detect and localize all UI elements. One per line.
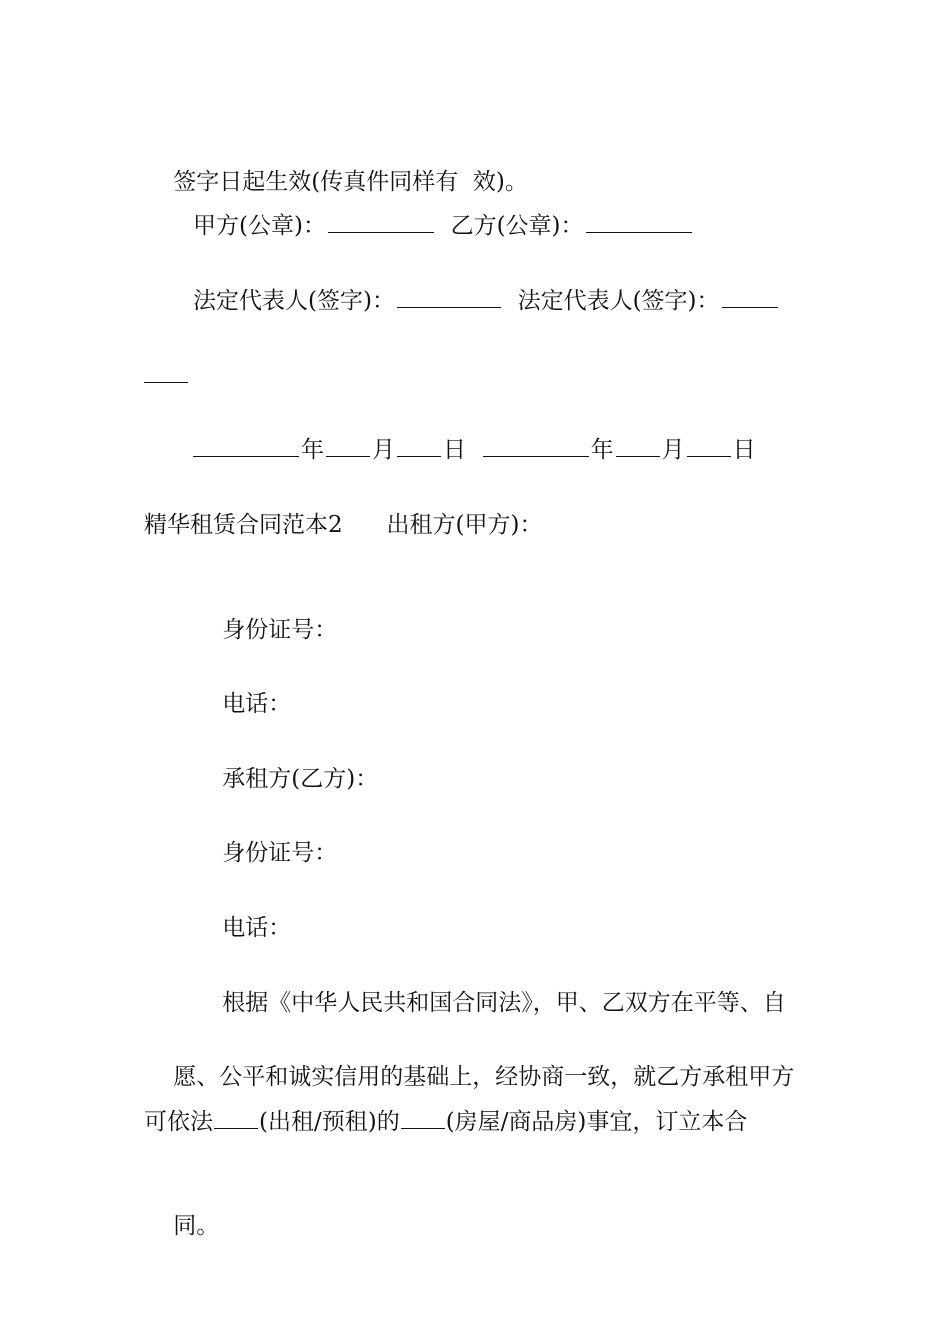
month-a-blank	[326, 455, 370, 457]
party-b-rep-blank-cont	[144, 381, 188, 383]
date-line	[193, 435, 756, 465]
contract-title: 精华租赁合同范本2	[144, 512, 343, 538]
body-text-3b: (出租/预租)的	[259, 1109, 400, 1135]
seal-line	[193, 211, 694, 241]
party-a-seal-label: 甲方(公章)：	[193, 213, 326, 239]
day-b-label: 日	[732, 437, 756, 463]
year-a-label: 年	[301, 437, 324, 463]
body-text-3c: (房屋/商品房)事宜，订立本合	[445, 1109, 748, 1135]
contract-title-line	[144, 510, 542, 540]
body-text-4: 同。	[173, 1213, 220, 1239]
party-a-rep-blank	[397, 306, 501, 308]
legal-rep-line	[193, 286, 780, 316]
lessor-id-label: 身份证号：	[222, 617, 338, 643]
body-paragraph-line-3	[144, 1107, 747, 1137]
effective-clause-text: 签字日起生效(传真件同样有 效)。	[173, 169, 528, 195]
month-b-label: 月	[661, 437, 685, 463]
party-b-seal-label: 乙方(公章)：	[450, 213, 584, 239]
day-b-blank	[687, 455, 731, 457]
year-a-blank	[193, 455, 299, 457]
lessee-label: 承租方(乙方)：	[222, 766, 379, 792]
year-b-label: 年	[590, 437, 614, 463]
party-b-rep-label: 法定代表人(签字)：	[517, 288, 720, 314]
lessee-phone-label: 电话：	[222, 915, 292, 941]
lessor-label: 出租方(甲方)：	[386, 512, 543, 538]
body-text-1: 根据《中华人民共和国合同法》，甲、乙双方在平等、自	[222, 990, 786, 1016]
month-b-blank	[616, 455, 660, 457]
lessee-id-label: 身份证号：	[222, 840, 338, 866]
party-b-seal-blank	[586, 231, 692, 233]
party-b-rep-blank	[722, 306, 778, 308]
body-text-3a: 可依法	[144, 1109, 213, 1135]
lease-type-blank	[214, 1127, 258, 1129]
party-a-rep-label: 法定代表人(签字)：	[193, 288, 395, 314]
day-a-label: 日	[443, 437, 466, 463]
body-paragraph-line-4	[144, 1181, 219, 1271]
year-b-blank	[483, 455, 589, 457]
party-a-seal-blank	[328, 231, 434, 233]
lessor-phone-label: 电话：	[222, 691, 292, 717]
legal-rep-continuation	[144, 361, 190, 391]
property-type-blank	[401, 1127, 445, 1129]
month-a-label: 月	[372, 437, 395, 463]
body-text-2: 愿、公平和诚实信用的基础上，经协商一致，就乙方承租甲方	[173, 1064, 795, 1090]
day-a-blank	[397, 455, 441, 457]
